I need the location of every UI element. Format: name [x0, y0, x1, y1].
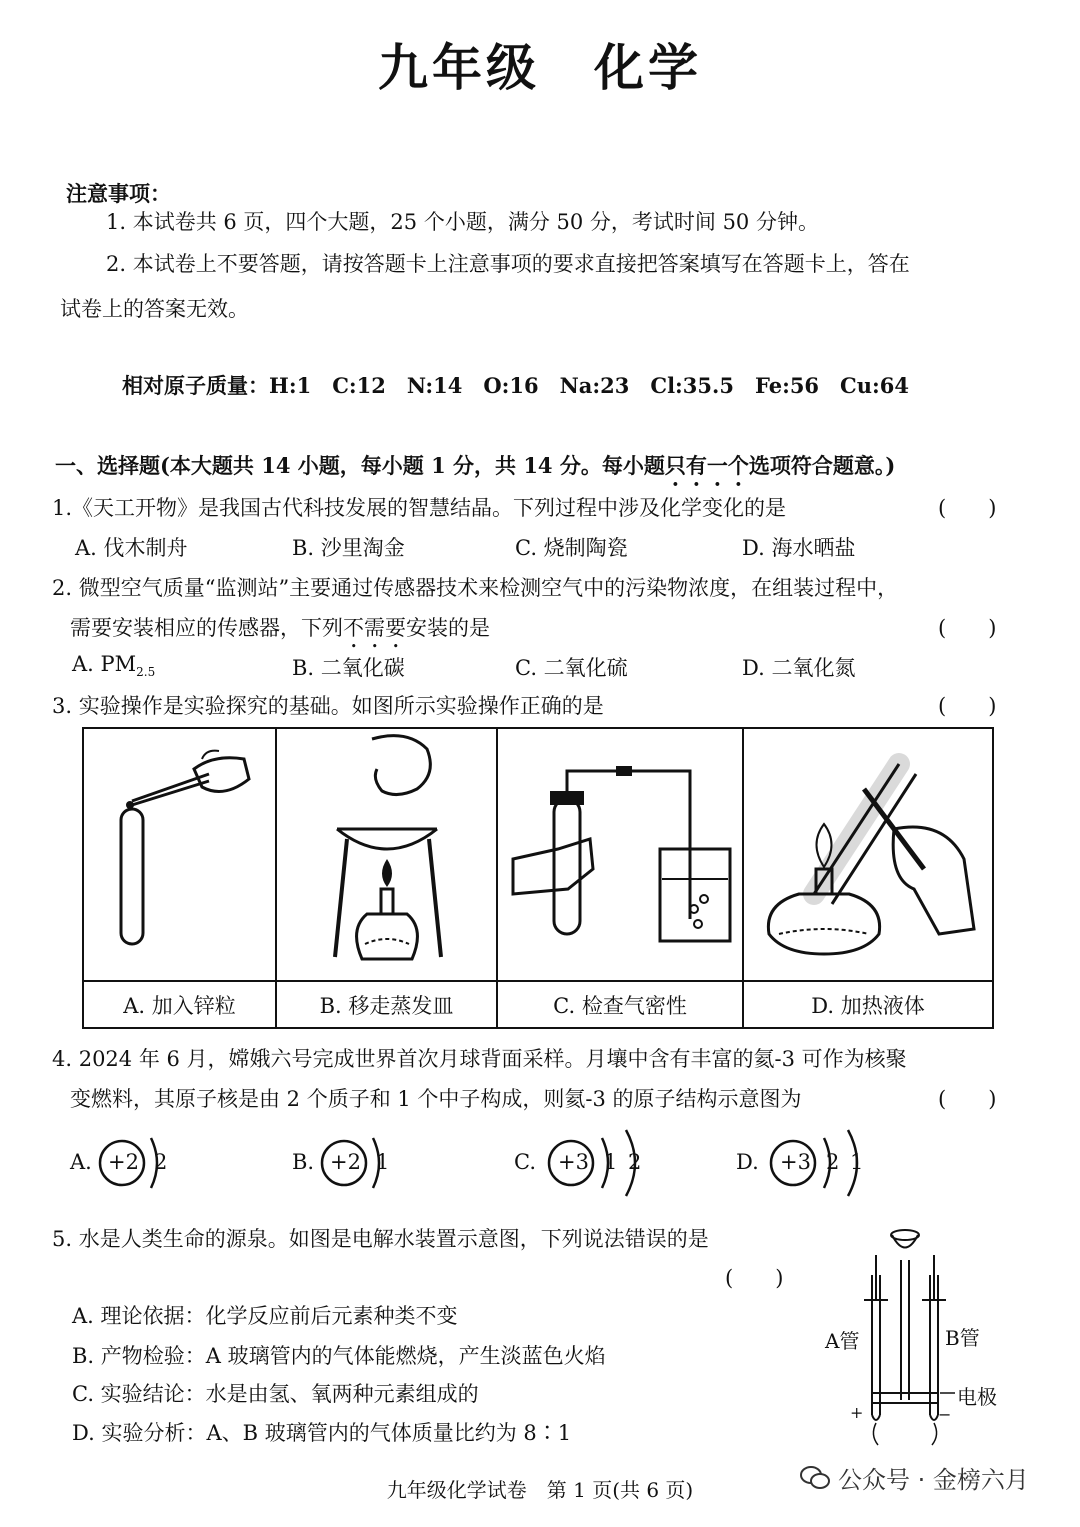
q4-option-d-label: D.	[736, 1150, 759, 1174]
q2-answer-paren: ( )	[938, 616, 997, 640]
positive-terminal-label: +	[850, 1403, 864, 1422]
q3-figure-b	[277, 729, 498, 980]
q2-option-d: D. 二氧化氮	[742, 656, 856, 680]
q1-stem: 1.《天工开物》是我国古代科技发展的智慧结晶。下列过程中涉及化学变化的是	[52, 496, 787, 520]
q2-option-c: C. 二氧化硫	[515, 656, 628, 680]
q4-stem-line2: 变燃料，其原子核是由 2 个质子和 1 个中子构成，则氦-3 的原子结构示意图为	[70, 1087, 802, 1111]
q5-stem: 5. 水是人类生命的源泉。如图是电解水装置示意图，下列说法错误的是	[52, 1227, 709, 1251]
q3-caption-c: C. 检查气密性	[498, 982, 744, 1027]
q4-option-c-shell-1: 1	[604, 1150, 618, 1174]
q3-caption-d: D. 加热液体	[811, 993, 925, 1018]
q4-option-b-label: B.	[292, 1150, 315, 1174]
q2-stem-emph: 不需要	[343, 616, 406, 640]
q5-answer-paren: ( )	[725, 1266, 784, 1290]
q2-option-a-sub: 2.5	[136, 665, 156, 680]
q5-option-c: C. 实验结论：水是由氢、氧两种元素组成的	[72, 1382, 479, 1406]
evaporating-dish-illustration	[277, 729, 498, 980]
note-item-1: 1. 本试卷共 6 页，四个大题，25 个小题，满分 50 分，考试时间 50 分钟。	[106, 210, 819, 234]
q2-option-b: B. 二氧化碳	[292, 656, 405, 680]
note-item-2-cont: 试卷上的答案无效。	[60, 297, 249, 321]
q3-caption-b: B. 移走蒸发皿	[277, 982, 498, 1027]
note-item-2: 2. 本试卷上不要答题，请按答题卡上注意事项的要求直接把答案填写在答题卡上，答在	[106, 252, 910, 276]
section1-heading-emph: 只有一个	[664, 453, 749, 478]
q4-stem-line1: 4. 2024 年 6 月，嫦娥六号完成世界首次月球背面采样。月壤中含有丰富的氦-3 可作为核聚	[52, 1047, 907, 1071]
q5-option-d: D. 实验分析：A、B 玻璃管内的气体质量比约为 8∶1	[72, 1421, 572, 1445]
electrolysis-diagram	[820, 1225, 1030, 1450]
watermark	[800, 1460, 1029, 1495]
q1-option-a: A. 伐木制舟	[75, 536, 188, 560]
q3-stem: 3. 实验操作是实验探究的基础。如图所示实验操作正确的是	[52, 694, 604, 718]
zinc-adding-illustration	[84, 729, 277, 980]
wechat-icon	[800, 1465, 830, 1491]
q4-option-c-shell-2: 2	[628, 1150, 642, 1174]
q4-option-a	[70, 1133, 168, 1193]
q4-option-a-label: A.	[70, 1150, 92, 1174]
q4-option-c	[514, 1128, 654, 1198]
q2-stem-post: 安装的是	[406, 616, 490, 640]
page-title: 九年级 化学	[378, 39, 702, 97]
q3-figure-table	[82, 727, 994, 1029]
q4-option-a-nucleus: +2	[108, 1150, 139, 1174]
q3-figure-c	[498, 729, 744, 980]
q3-caption-a: A. 加入锌粒	[84, 982, 277, 1027]
heating-liquid-illustration	[744, 729, 994, 980]
q4-option-c-label: C.	[514, 1150, 536, 1174]
q4-option-d	[736, 1128, 876, 1198]
tube-a-label: A管	[825, 1329, 860, 1353]
page-footer: 九年级化学试卷 第 1 页(共 6 页)	[386, 1478, 694, 1502]
q2-stem-line2	[70, 612, 490, 653]
q4-option-a-shell-1: 2	[154, 1150, 168, 1174]
watermark-text: 公众号 · 金榜六月	[838, 1466, 1029, 1494]
q5-option-a: A. 理论依据：化学反应前后元素种类不变	[72, 1304, 458, 1328]
q4-option-d-nucleus: +3	[780, 1150, 811, 1174]
q1-option-b: B. 沙里淘金	[292, 536, 405, 560]
tube-b-label: B管	[945, 1326, 980, 1350]
section1-heading-a: 一、选择题(本大题共 14 小题，每小题 1 分，共 14 分。每小题	[55, 453, 665, 478]
q3-figure-a	[84, 729, 277, 980]
section1-heading	[55, 450, 895, 491]
q4-option-d-shell-2: 1	[850, 1150, 864, 1174]
q4-option-d-shell-1: 2	[826, 1150, 840, 1174]
q2-option-a	[72, 652, 155, 679]
q4-option-b-nucleus: +2	[330, 1150, 361, 1174]
q1-answer-paren: ( )	[938, 496, 997, 520]
q4-option-b-shell-1: 1	[376, 1150, 390, 1174]
q3-caption-row	[84, 982, 992, 1027]
q2-stem-line1: 2. 微型空气质量“监测站”主要通过传感器技术来检测空气中的污染物浓度，在组装过程中，	[52, 576, 899, 600]
airtightness-check-illustration	[498, 729, 744, 980]
q3-figure-d	[744, 729, 992, 980]
q2-option-a-text: A. PM	[72, 652, 137, 676]
q4-option-c-nucleus: +3	[558, 1150, 589, 1174]
q1-option-d: D. 海水晒盐	[742, 536, 856, 560]
q5-option-b: B. 产物检验：A 玻璃管内的气体能燃烧，产生淡蓝色火焰	[72, 1344, 606, 1368]
section1-heading-b: 选项符合题意。)	[748, 453, 896, 478]
q4-option-b	[292, 1133, 402, 1193]
notes-heading: 注意事项：	[66, 181, 171, 206]
q4-answer-paren: ( )	[938, 1087, 997, 1111]
atomic-mass-line: 相对原子质量：H:1 C:12 N:14 O:16 Na:23 Cl:35.5 Fe:56 Cu:64	[122, 373, 910, 398]
q2-stem-pre: 需要安装相应的传感器，下列	[70, 616, 343, 640]
q3-figure-row	[84, 729, 992, 982]
q1-option-c: C. 烧制陶瓷	[515, 536, 628, 560]
electrode-label: 电极	[957, 1385, 997, 1409]
q3-answer-paren: ( )	[938, 694, 997, 718]
negative-terminal-label: −	[938, 1405, 952, 1424]
